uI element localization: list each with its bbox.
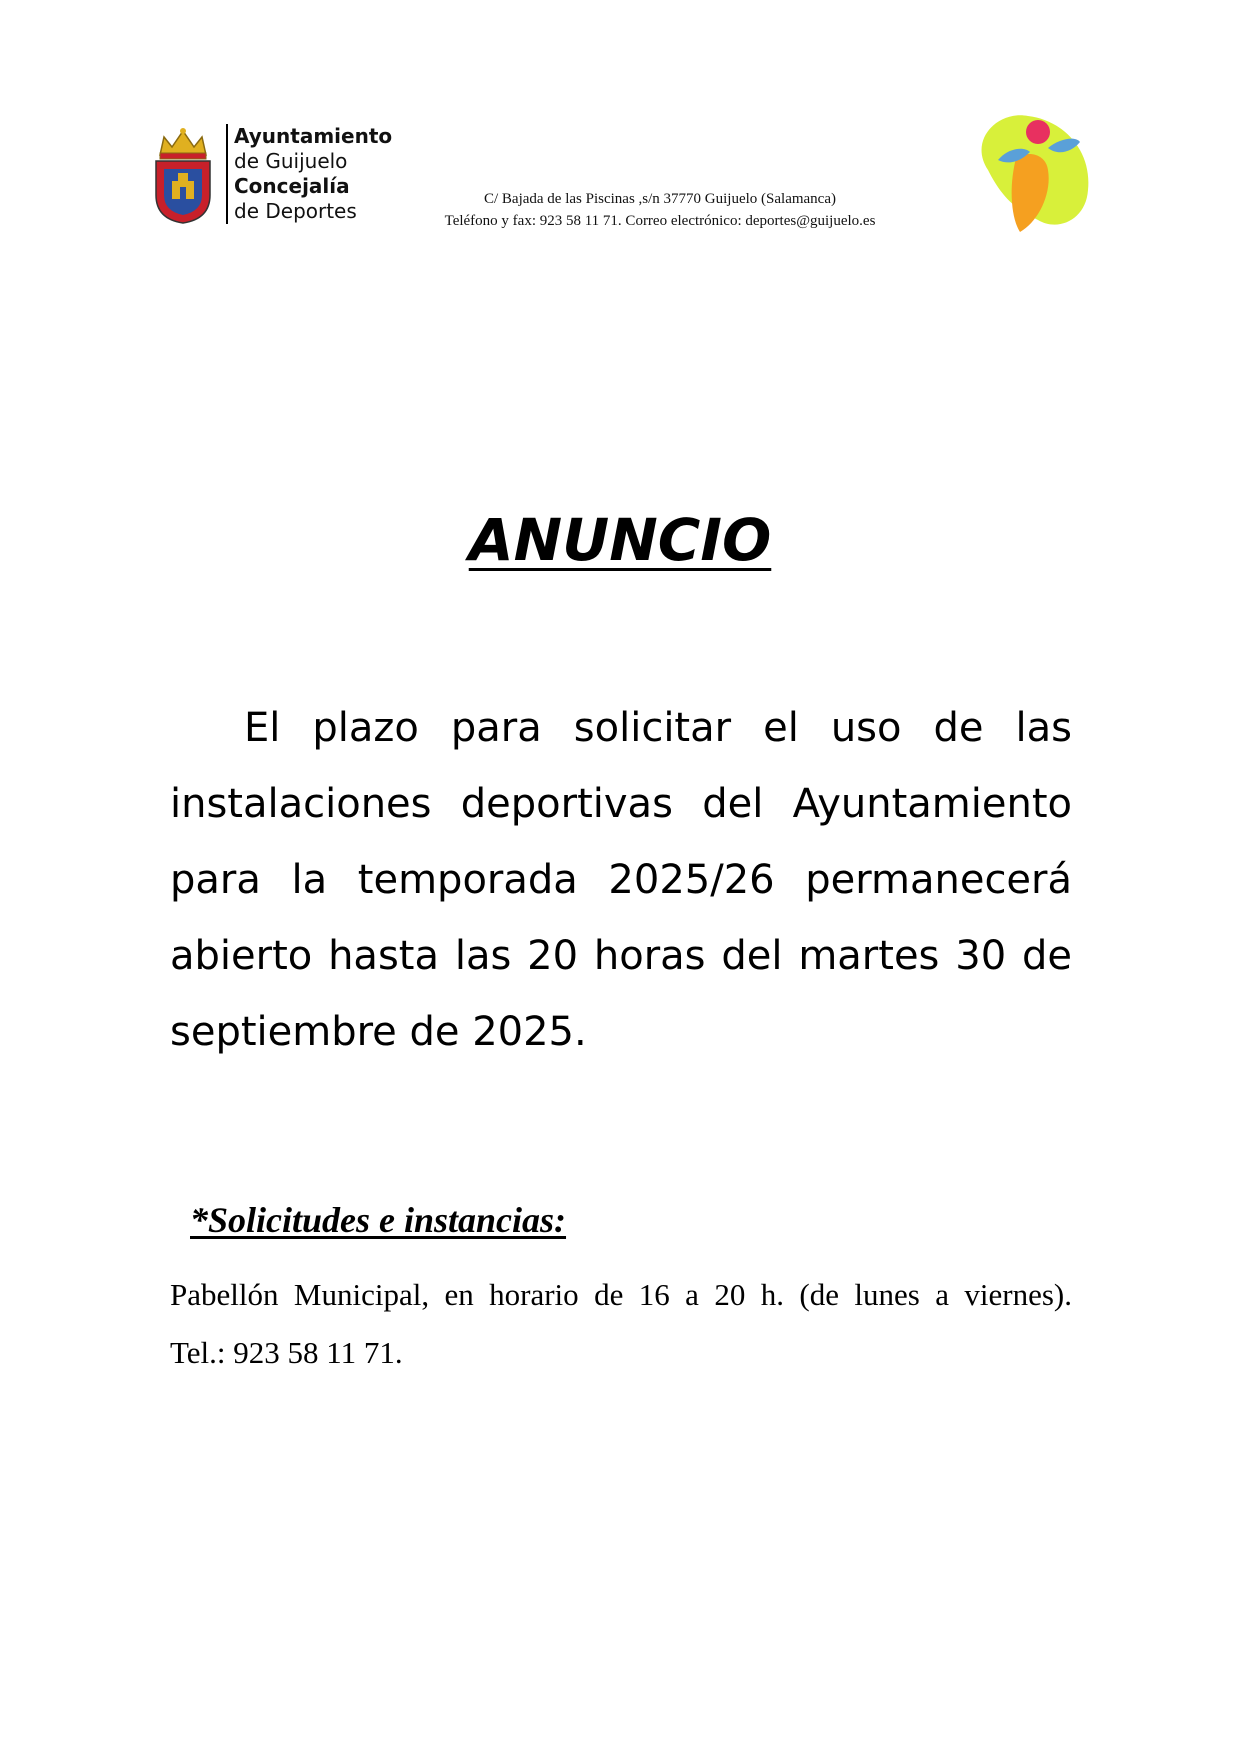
coat-of-arms-icon <box>150 125 216 225</box>
contact-line: Teléfono y fax: 923 58 11 71. Correo electrónico: deportes@guijuelo.es <box>444 213 876 229</box>
org-line-1: Ayuntamiento <box>234 124 393 148</box>
org-line-2: de Guijuelo <box>234 149 348 173</box>
requests-phone: Tel.: 923 58 11 71. <box>170 1335 403 1370</box>
title-text: ANUNCIO <box>468 506 772 574</box>
letterhead <box>0 0 1240 260</box>
letterhead-divider <box>226 124 228 224</box>
requests-location: Pabellón Municipal, en horario de 16 a 20 h. (de lunes a viernes). <box>170 1277 1072 1312</box>
contact-block <box>380 188 940 232</box>
sports-figure-logo-icon <box>968 110 1092 238</box>
page-title <box>0 500 1240 580</box>
address-line: C/ Bajada de las Piscinas ,s/n 37770 Guijuelo (Salamanca) <box>483 191 836 207</box>
requests-heading: *Solicitudes e instancias: <box>190 1200 567 1240</box>
notice-body: El plazo para solicitar el uso de las instalaciones deportivas del Ayuntamiento para la temporada 2025/26 permanecerá abierto hasta las 20 horas del martes 30 de septiembre de 2025. <box>170 705 1072 1055</box>
org-name <box>234 124 392 224</box>
org-line-3: Concejalía <box>234 174 350 198</box>
org-line-4: de Deportes <box>234 199 357 223</box>
